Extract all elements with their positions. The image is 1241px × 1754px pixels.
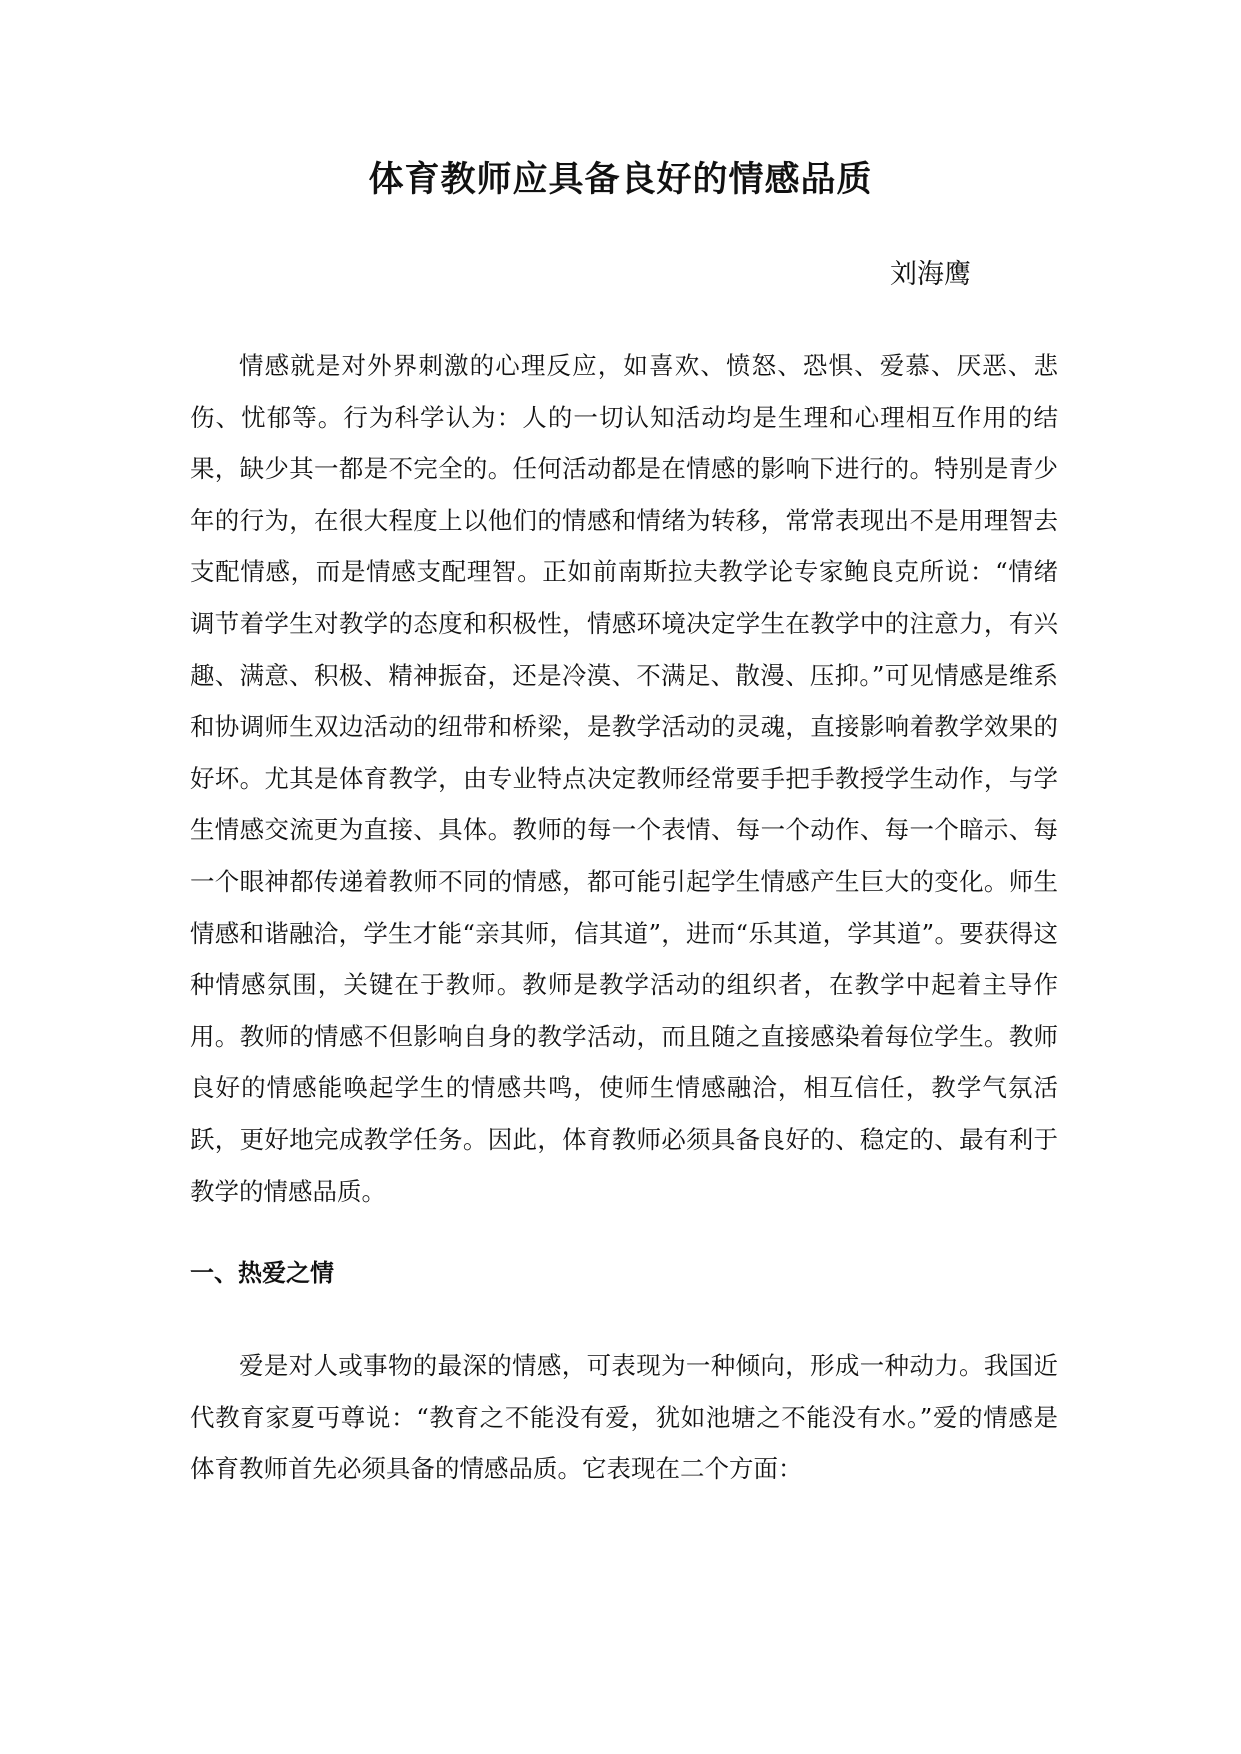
section-paragraph: 爱是对人或事物的最深的情感，可表现为一种倾向，形成一种动力。我国近代教育家夏丏尊说：“教育之不能没有爱，犹如池塘之不能没有水。”爱的情感是体育教师首先必须具备的情感品质。它表现在二个方面： — [190, 1351, 1058, 1484]
document-title: 体育教师应具备良好的情感品质 — [368, 160, 873, 200]
intro-paragraph: 情感就是对外界刺激的心理反应，如喜欢、愤怒、恐惧、爱慕、厌恶、悲伤、忧郁等。行为科学认为：人的一切认知活动均是生理和心理相互作用的结果，缺少其一都是不完全的。任何活动都是在情感的影响下进行的。特别是青少年的行为，在很大程度上以他们的情感和情绪为转移，常常表现出不是用理智去支配情感，而是情感支配理智。正如前南斯拉夫教学论专家鲍良克所说：“情绪调节着学生对教学的态度和积极性，情感环境决定学生在教学中的注意力，有兴趣、满意、积极、精神振奋，还是冷漠、不满足、散漫、压抑。”可见情感是维系和协调师生双边活动的纽带和桥梁，是教学活动的灵魂，直接影响着教学效果的好坏。尤其是体育教学，由专业特点决定教师经常要手把手教授学生动作，与学生情感交流更为直接、具体。教师的每一个表情、每一个动作、每一个暗示、每一个眼神都传递着教师不同的情感，都可能引起学生情感产生巨大的变化。师生情感和谐融洽，学生才能“亲其师，信其道”，进而“乐其道，学其道”。要获得这种情感氛围，关键在于教师。教师是教学活动的组织者，在教学中起着主导作用。教师的情感不但影响自身的教学活动，而且随之直接感染着每位学生。教师良好的情感能唤起学生的情感共鸣，使师生情感融洽，相互信任，教学气氛活跃，更好地完成教学任务。因此，体育教师必须具备良好的、稳定的、最有利于教学的情感品质。 — [190, 351, 1058, 1206]
section-heading: 一、热爱之情 — [190, 1259, 334, 1287]
author-name: 刘海鹰 — [890, 259, 971, 290]
